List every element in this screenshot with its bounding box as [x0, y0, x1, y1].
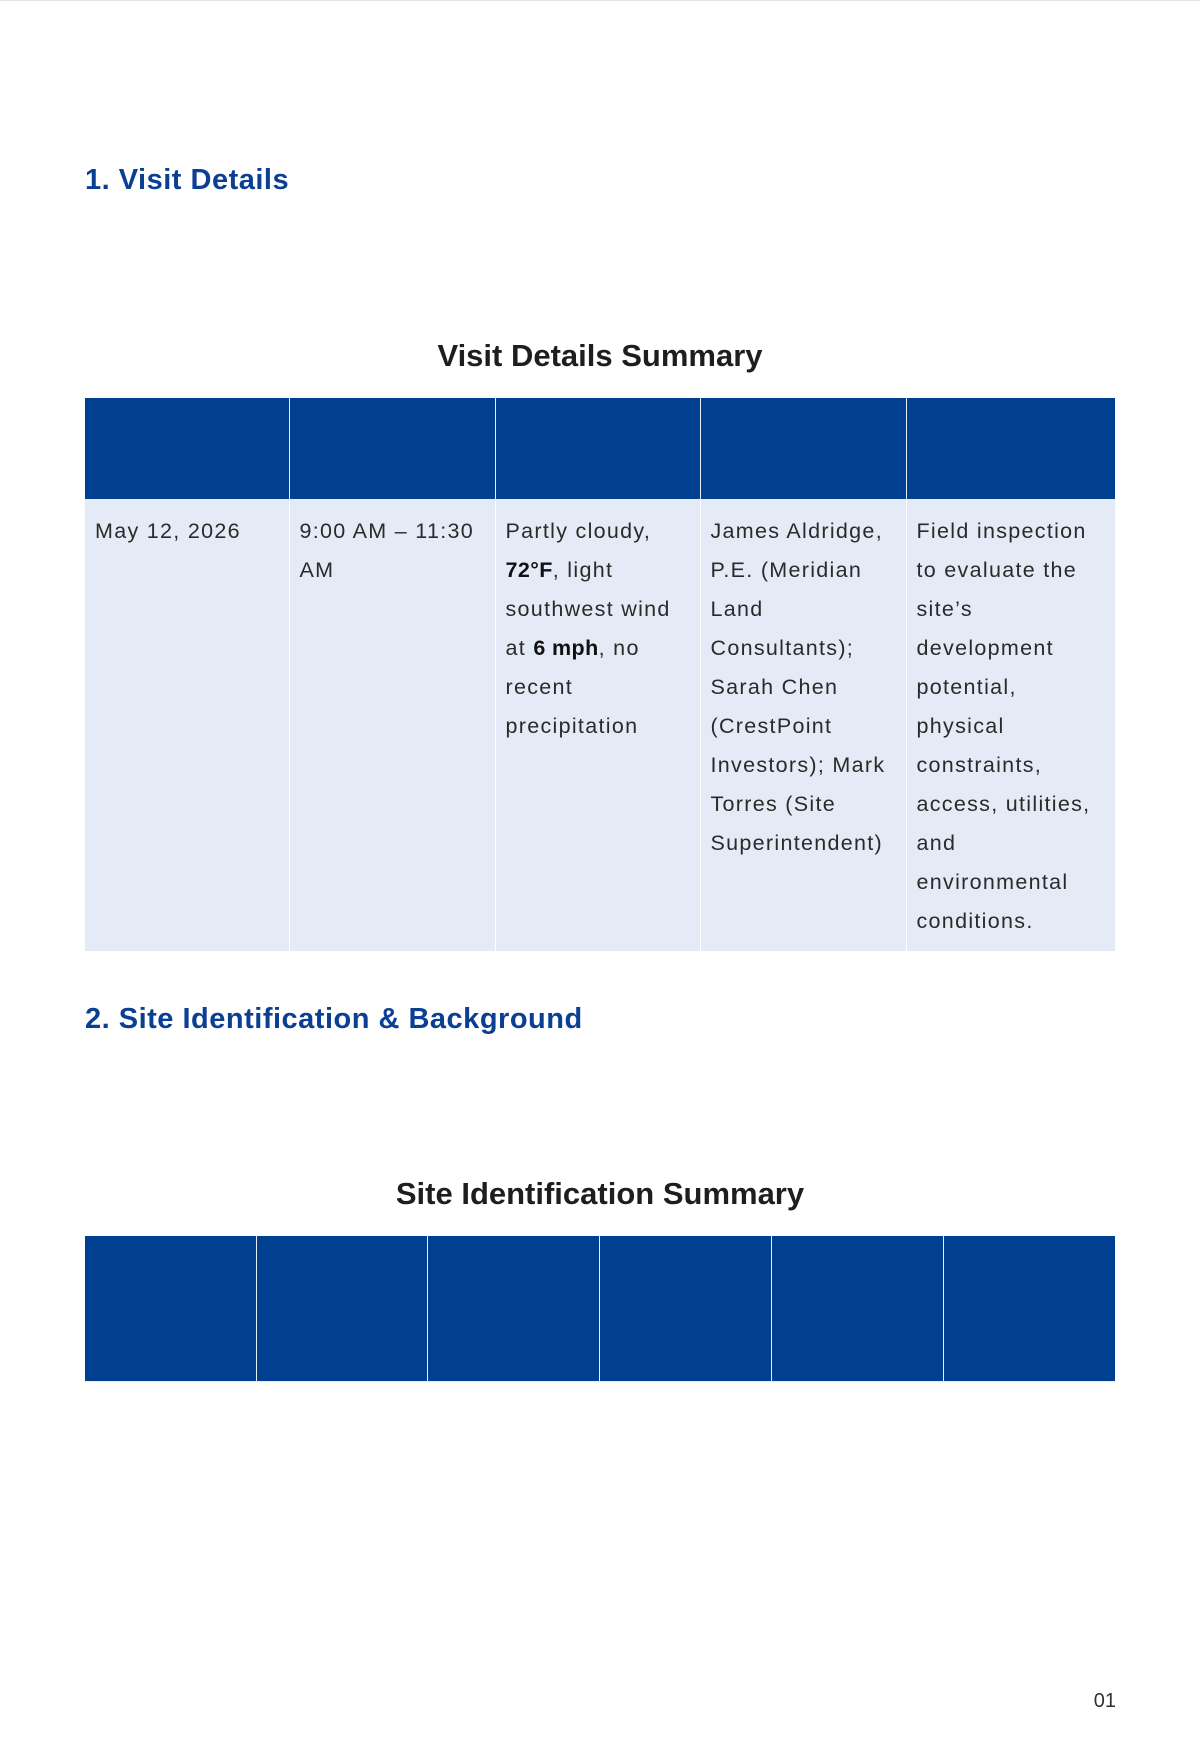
- table-header-cell: [495, 398, 700, 500]
- site-identification-table-caption: Site Identification Summary: [395, 1176, 805, 1211]
- weather-wind-speed: 6 mph: [533, 636, 599, 660]
- section-heading-visit-details: 1. Visit Details: [85, 164, 290, 196]
- table-header-cell: [906, 398, 1115, 500]
- table-header-cell: [943, 1236, 1115, 1382]
- visit-weather-cell: [495, 500, 700, 952]
- table-row: [85, 500, 1115, 952]
- site-identification-table: [85, 1236, 1115, 1382]
- table-header-cell: [85, 398, 289, 500]
- visit-time-cell: 9:00 AM – 11:30 AM: [289, 500, 495, 952]
- weather-suffix: , no recent precipitation: [505, 636, 640, 738]
- table-header-cell: [771, 1236, 943, 1382]
- table-header-cell: [85, 1236, 256, 1382]
- visit-purpose-cell: Field inspection to evaluate the site’s development potential, physical constraints, access, utilities, and environmental conditions.: [906, 500, 1115, 952]
- table-header-cell: [700, 398, 906, 500]
- weather-temperature: 72°F: [505, 558, 553, 582]
- weather-middle: , light southwest wind at: [505, 558, 671, 660]
- weather-prefix: Partly cloudy,: [505, 519, 652, 543]
- visit-details-table-caption: Visit Details Summary: [437, 338, 763, 373]
- table-header-row: [85, 1236, 1115, 1382]
- visit-attendees-cell: James Aldridge, P.E. (Meridian Land Consultants); Sarah Chen (CrestPoint Investors); Mark Torres (Site Superintendent): [700, 500, 906, 952]
- table-header-row: [85, 398, 1115, 500]
- visit-details-table: [85, 398, 1115, 952]
- page-top-border: [0, 0, 1200, 1]
- visit-date-cell: May 12, 2026: [85, 500, 289, 952]
- table-header-cell: [256, 1236, 427, 1382]
- page-number: 01: [1093, 1690, 1116, 1712]
- section-heading-site-identification: 2. Site Identification & Background: [85, 1003, 583, 1035]
- table-header-cell: [289, 398, 495, 500]
- table-header-cell: [599, 1236, 771, 1382]
- table-header-cell: [427, 1236, 599, 1382]
